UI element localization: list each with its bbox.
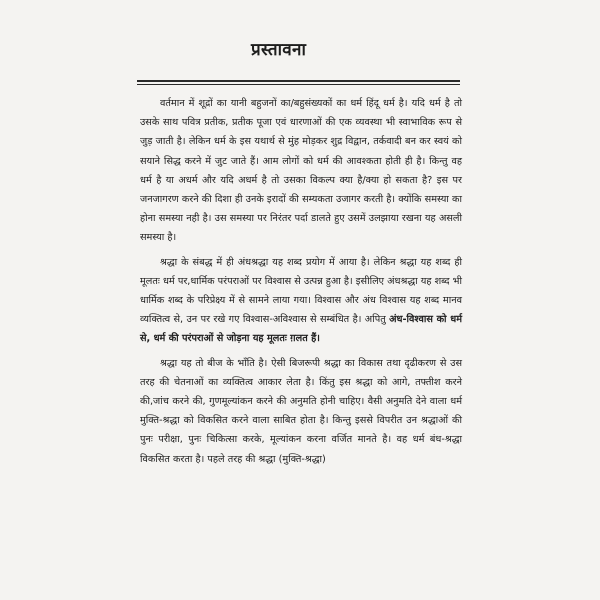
title-rule-thin	[137, 84, 460, 85]
page-title: प्रस्तावना	[251, 40, 307, 60]
paragraph-3: श्रद्धा यह तो बीज के भाँति है। ऐसी बिजरूपी श्रद्धा का विकास तथा दृढीकरण से उस तरह की चेतनाओं का व्यक्तित्व आकार लेता है। किंतु इस श्रद्धा को आगे, तफ्तीश करने की,जांच करने की, गुणमूल्यांकन करने की अनुमति होनी चाहिए। वैसी अनुमति देने वाला धर्म मुक्ति-श्रद्धा को विकसित करने वाला साबित होता है। किन्तु इससे विपरीत उन श्रद्धाओं की पुनः परीक्षा, पुनः चिकित्सा करके, मूल्यांकन करना वर्जित मानते है। वह धर्म बंध-श्रद्धा विकसित करता है। पहले तरह की श्रद्धा (मुक्ति-श्रद्धा)	[140, 357, 462, 465]
body-text	[140, 94, 462, 469]
paragraph-2-text: श्रद्धा के संबद्ध में ही अंधश्रद्धा यह शब्द प्रयोग में आया है। लेकिन श्रद्धा यह शब्द ही मूलतः धर्म पर,धार्मिक परंपराओं पर विश्वास से उत्पन्न हुआ है। इसीलिए अंधश्रद्धा यह शब्द भी धार्मिक शब्द के परिप्रेक्ष्य में से सामने लाया गया। विश्वास और अंध विश्वास यह शब्द मानव व्यक्तित्व से, उन पर रखे गए विश्वास-अविश्वास से सम्बंधित है। अपितु	[140, 256, 462, 326]
bold-highlight: अंध-विश्वास को धर्म से, धर्म की परंपराओं से जोड़ना यह मूलतः ग़लत हैं।	[140, 314, 462, 345]
paragraph-1: वर्तमान में शूद्रों का यानी बहुजनों का/बहुसंख्यकों का धर्म हिंदू धर्म है। यदि धर्म है तो उसके साथ पवित्र प्रतीक, प्रतीक पूजा एवं धारणाओं की एक व्यवस्था भी स्वाभाविक रूप से जुड़ जाती है। लेकिन धर्म के इस यथार्थ से मुंह मोड़कर शुद्र विद्वान, तर्कवादी बन कर स्वयं को सयाने सिद्ध करने में जुट जाते हैं। आम लोगों को धर्म की आवश्कता होती ही है। किन्तु वह धर्म है या अधर्म और यदि अधर्म है तो उसका विकल्प क्या है/क्या हो सकता है? इस पर जनजागरण करने की दिशा ही उनके इरादों की सम्यकता उजागर करती है। क्योंकि समस्या का होना समस्या नही है। उस समस्या पर निरंतर पर्दा डालते हुए उसमें उलझाया रखना यह असली समस्या है।	[140, 98, 462, 244]
paragraph-2	[140, 253, 462, 349]
title-rule-thick	[137, 80, 460, 82]
